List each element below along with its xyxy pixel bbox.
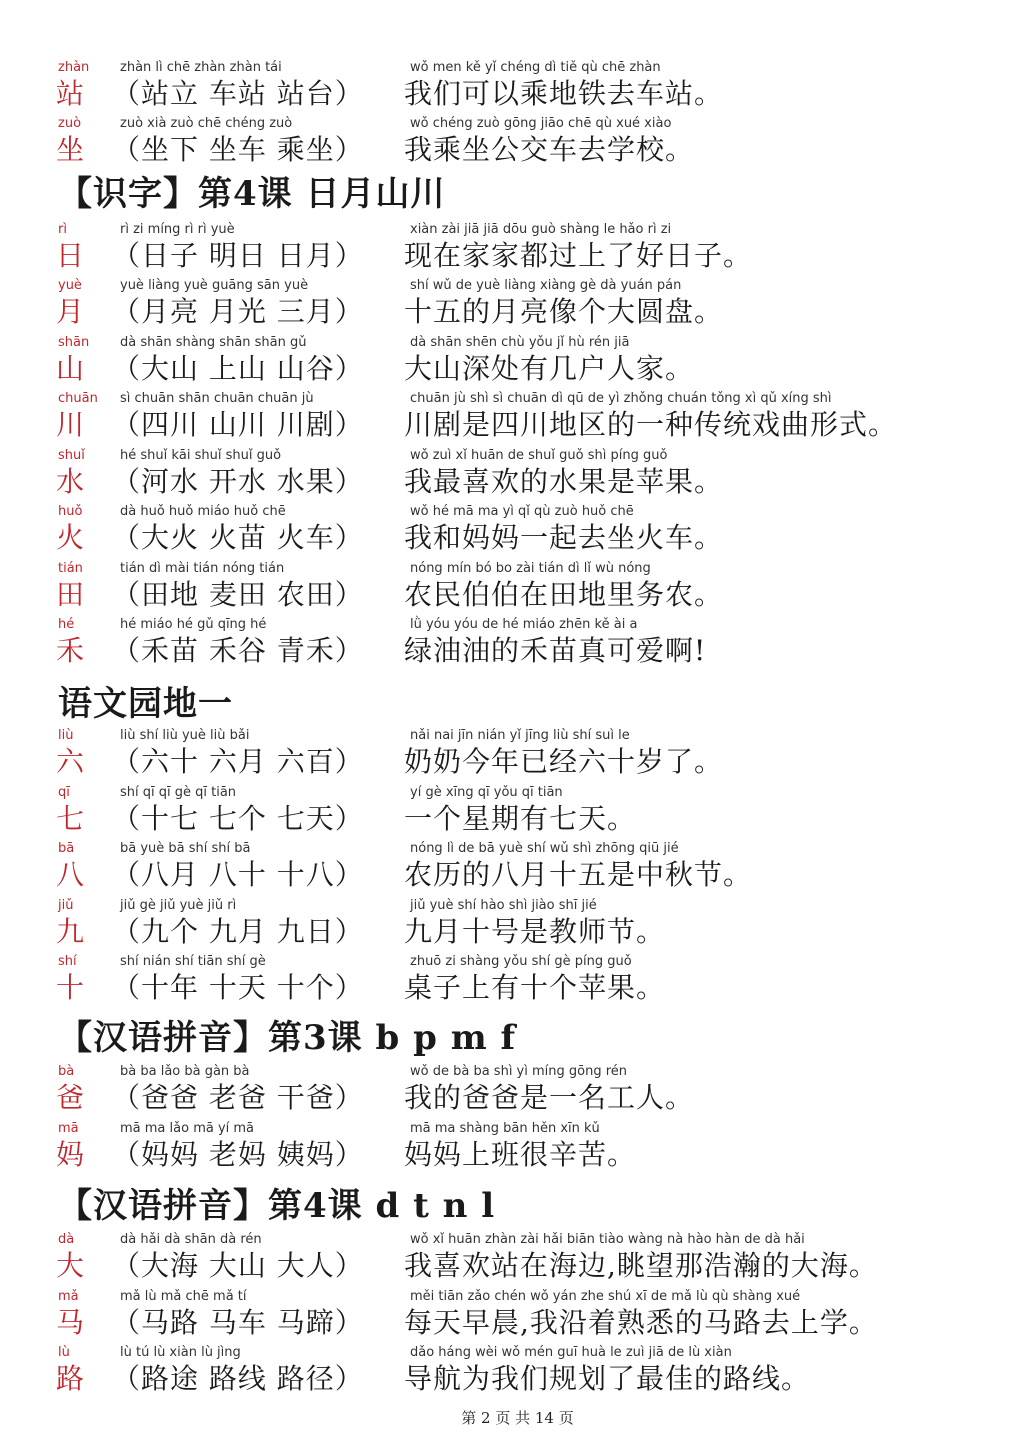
sentence: 农民伯伯在田地里务农。 — [404, 578, 724, 611]
char-pinyin: huǒ — [58, 504, 83, 519]
words-pinyin: hé shuǐ kāi shuǐ shuǐ guǒ — [120, 448, 282, 463]
words: （马路 马车 马蹄） — [112, 1306, 364, 1339]
words-pinyin: tián dì mài tián nóng tián — [120, 561, 285, 576]
sentence: 十五的月亮像个大圆盘。 — [404, 295, 724, 328]
char-pinyin: bà — [58, 1064, 75, 1079]
words-pinyin: shí qī qī gè qī tiān — [120, 785, 237, 800]
char-pinyin: tián — [58, 561, 83, 576]
sentence-pinyin: wǒ hé mā ma yì qǐ qù zuò huǒ chē — [410, 504, 634, 519]
char-pinyin: shān — [58, 335, 90, 350]
vocab-entry — [0, 448, 1035, 504]
char-pinyin: mā — [58, 1121, 79, 1136]
sentence: 我们可以乘地铁去车站。 — [404, 77, 724, 110]
sentence-pinyin: dà shān shēn chù yǒu jǐ hù rén jiā — [410, 335, 630, 350]
vocab-entry — [0, 785, 1035, 841]
sentence-pinyin: nóng mín bó bo zài tián dì lǐ wù nóng — [410, 561, 651, 576]
words: （大火 火苗 火车） — [112, 521, 364, 554]
sentence-pinyin: měi tiān zǎo chén wǒ yán zhe shú xī de mǎ lù qù shàng xué — [410, 1289, 801, 1304]
words: （大海 大山 大人） — [112, 1249, 364, 1282]
words: （坐下 坐车 乘坐） — [112, 133, 364, 166]
vocab-entry — [0, 1064, 1035, 1120]
sentence: 桌子上有十个苹果。 — [404, 971, 666, 1004]
sentence: 我喜欢站在海边,眺望那浩瀚的大海。 — [404, 1249, 878, 1282]
words-pinyin: zuò xià zuò chē chéng zuò — [120, 116, 293, 131]
char-pinyin: bā — [58, 841, 75, 856]
words: （十年 十天 十个） — [112, 971, 364, 1004]
words: （月亮 月光 三月） — [112, 295, 364, 328]
words: （爸爸 老爸 干爸） — [112, 1081, 364, 1114]
vocab-entry — [0, 222, 1035, 278]
character: 爸 — [56, 1081, 85, 1114]
words-pinyin: dà shān shàng shān shān gǔ — [120, 335, 307, 350]
sentence: 每天早晨,我沿着熟悉的马路去上学。 — [404, 1306, 878, 1339]
character: 路 — [56, 1362, 85, 1395]
sentence-pinyin: xiàn zài jiā jiā dōu guò shàng le hǎo rì zi — [410, 222, 672, 237]
character: 川 — [56, 408, 85, 441]
sentence: 我最喜欢的水果是苹果。 — [404, 465, 724, 498]
character: 六 — [56, 745, 85, 778]
sentence: 大山深处有几户人家。 — [404, 352, 695, 385]
heading-pinyin-lesson-4: 【汉语拼音】第4课 d t n l — [58, 1186, 496, 1226]
vocab-entry — [0, 60, 1035, 116]
char-pinyin: hé — [58, 617, 75, 632]
char-pinyin: chuān — [58, 391, 98, 406]
character: 火 — [56, 521, 85, 554]
words: （路途 路线 路径） — [112, 1362, 364, 1395]
vocab-entry — [0, 1232, 1035, 1288]
character: 日 — [56, 239, 85, 272]
char-pinyin: jiǔ — [58, 898, 74, 913]
words-pinyin: hé miáo hé gǔ qīng hé — [120, 617, 267, 632]
vocab-entry — [0, 504, 1035, 560]
sentence-pinyin: dǎo háng wèi wǒ mén guī huà le zuì jiā de lù xiàn — [410, 1345, 732, 1360]
character: 大 — [56, 1249, 85, 1282]
sentence: 我和妈妈一起去坐火车。 — [404, 521, 724, 554]
words-pinyin: rì zi míng rì rì yuè — [120, 222, 235, 237]
vocab-entry — [0, 1345, 1035, 1401]
char-pinyin: qī — [58, 785, 70, 800]
sentence-pinyin: wǒ men kě yǐ chéng dì tiě qù chē zhàn — [410, 60, 661, 75]
words: （八月 八十 十八） — [112, 858, 364, 891]
words: （九个 九月 九日） — [112, 915, 364, 948]
words-pinyin: lù tú lù xiàn lù jìng — [120, 1345, 241, 1360]
char-pinyin: lù — [58, 1345, 70, 1360]
sentence: 妈妈上班很辛苦。 — [404, 1138, 637, 1171]
char-pinyin: liù — [58, 728, 74, 743]
char-pinyin: shí — [58, 954, 77, 969]
words-pinyin: mǎ lù mǎ chē mǎ tí — [120, 1289, 247, 1304]
char-pinyin: dà — [58, 1232, 75, 1247]
page-footer: 第 2 页 共 14 页 — [461, 1409, 574, 1427]
vocab-entry — [0, 391, 1035, 447]
character: 九 — [56, 915, 85, 948]
sentence-pinyin: wǒ zuì xǐ huān de shuǐ guǒ shì píng guǒ — [410, 448, 668, 463]
character: 七 — [56, 802, 85, 835]
sentence: 九月十号是教师节。 — [404, 915, 666, 948]
vocab-entry — [0, 728, 1035, 784]
sentence-pinyin: wǒ xǐ huān zhàn zài hǎi biān tiào wàng nà hào hàn de dà hǎi — [410, 1232, 805, 1247]
sentence-pinyin: chuān jù shì sì chuān dì qū de yì zhǒng chuán tǒng xì qǔ xíng shì — [410, 391, 832, 406]
sentence-pinyin: lǜ yóu yóu de hé miáo zhēn kě ài a — [410, 617, 638, 632]
character: 月 — [56, 295, 85, 328]
words-pinyin: dà huǒ huǒ miáo huǒ chē — [120, 504, 286, 519]
sentence-pinyin: shí wǔ de yuè liàng xiàng gè dà yuán pán — [410, 278, 682, 293]
vocab-entry — [0, 561, 1035, 617]
words: （十七 七个 七天） — [112, 802, 364, 835]
words: （大山 上山 山谷） — [112, 352, 364, 385]
words: （禾苗 禾谷 青禾） — [112, 634, 364, 667]
sentence: 我乘坐公交车去学校。 — [404, 133, 695, 166]
sentence: 川剧是四川地区的一种传统戏曲形式。 — [404, 408, 898, 441]
sentence: 奶奶今年已经六十岁了。 — [404, 745, 724, 778]
character: 水 — [56, 465, 85, 498]
vocab-entry — [0, 617, 1035, 673]
words-pinyin: jiǔ gè jiǔ yuè jiǔ rì — [120, 898, 237, 913]
words-pinyin: shí nián shí tiān shí gè — [120, 954, 266, 969]
vocab-entry — [0, 116, 1035, 172]
heading-lesson-4: 【识字】第4课 日月山川 — [58, 174, 446, 214]
vocab-entry — [0, 954, 1035, 1010]
character: 山 — [56, 352, 85, 385]
words-pinyin: dà hǎi dà shān dà rén — [120, 1232, 262, 1247]
sentence: 导航为我们规划了最佳的路线。 — [404, 1362, 811, 1395]
words-pinyin: bà ba lǎo bà gàn bà — [120, 1064, 250, 1079]
vocab-entry — [0, 1121, 1035, 1177]
character: 马 — [56, 1306, 85, 1339]
words-pinyin: sì chuān shān chuān chuān jù — [120, 391, 314, 406]
vocab-entry — [0, 278, 1035, 334]
words-pinyin: mā ma lǎo mā yí mā — [120, 1121, 255, 1136]
sentence: 我的爸爸是一名工人。 — [404, 1081, 695, 1114]
sentence-pinyin: zhuō zi shàng yǒu shí gè píng guǒ — [410, 954, 632, 969]
vocab-entry — [0, 898, 1035, 954]
char-pinyin: zuò — [58, 116, 82, 131]
words: （田地 麦田 农田） — [112, 578, 364, 611]
sentence-pinyin: yí gè xīng qī yǒu qī tiān — [410, 785, 563, 800]
sentence-pinyin: wǒ de bà ba shì yì míng gōng rén — [410, 1064, 628, 1079]
sentence-pinyin: nǎi nai jīn nián yǐ jīng liù shí suì le — [410, 728, 630, 743]
character: 站 — [56, 77, 85, 110]
words: （站立 车站 站台） — [112, 77, 364, 110]
sentence-pinyin: nóng lì de bā yuè shí wǔ shì zhōng qiū jié — [410, 841, 679, 856]
sentence-pinyin: mā ma shàng bān hěn xīn kǔ — [410, 1121, 600, 1136]
char-pinyin: yuè — [58, 278, 82, 293]
character: 禾 — [56, 634, 85, 667]
words-pinyin: bā yuè bā shí shí bā — [120, 841, 251, 856]
words: （六十 六月 六百） — [112, 745, 364, 778]
words-pinyin: zhàn lì chē zhàn zhàn tái — [120, 60, 282, 75]
words-pinyin: yuè liàng yuè guāng sān yuè — [120, 278, 309, 293]
sentence: 一个星期有七天。 — [404, 802, 637, 835]
words: （四川 山川 川剧） — [112, 408, 364, 441]
character: 八 — [56, 858, 85, 891]
sentence: 农历的八月十五是中秋节。 — [404, 858, 753, 891]
sentence: 现在家家都过上了好日子。 — [404, 239, 753, 272]
char-pinyin: rì — [58, 222, 67, 237]
heading-pinyin-lesson-3: 【汉语拼音】第3课 b p m f — [58, 1018, 517, 1058]
character: 坐 — [56, 133, 85, 166]
heading-yuwen-yuandi: 语文园地一 — [58, 684, 233, 724]
vocab-entry — [0, 841, 1035, 897]
sentence: 绿油油的禾苗真可爱啊! — [404, 634, 707, 667]
words: （日子 明日 日月） — [112, 239, 364, 272]
character: 妈 — [56, 1138, 85, 1171]
words: （妈妈 老妈 姨妈） — [112, 1138, 364, 1171]
sentence-pinyin: wǒ chéng zuò gōng jiāo chē qù xué xiào — [410, 116, 672, 131]
character: 十 — [56, 971, 85, 1004]
char-pinyin: zhàn — [58, 60, 90, 75]
words-pinyin: liù shí liù yuè liù bǎi — [120, 728, 250, 743]
vocab-entry — [0, 1289, 1035, 1345]
char-pinyin: shuǐ — [58, 448, 85, 463]
sentence-pinyin: jiǔ yuè shí hào shì jiào shī jié — [410, 898, 597, 913]
character: 田 — [56, 578, 85, 611]
vocab-entry — [0, 335, 1035, 391]
char-pinyin: mǎ — [58, 1289, 79, 1304]
words: （河水 开水 水果） — [112, 465, 364, 498]
